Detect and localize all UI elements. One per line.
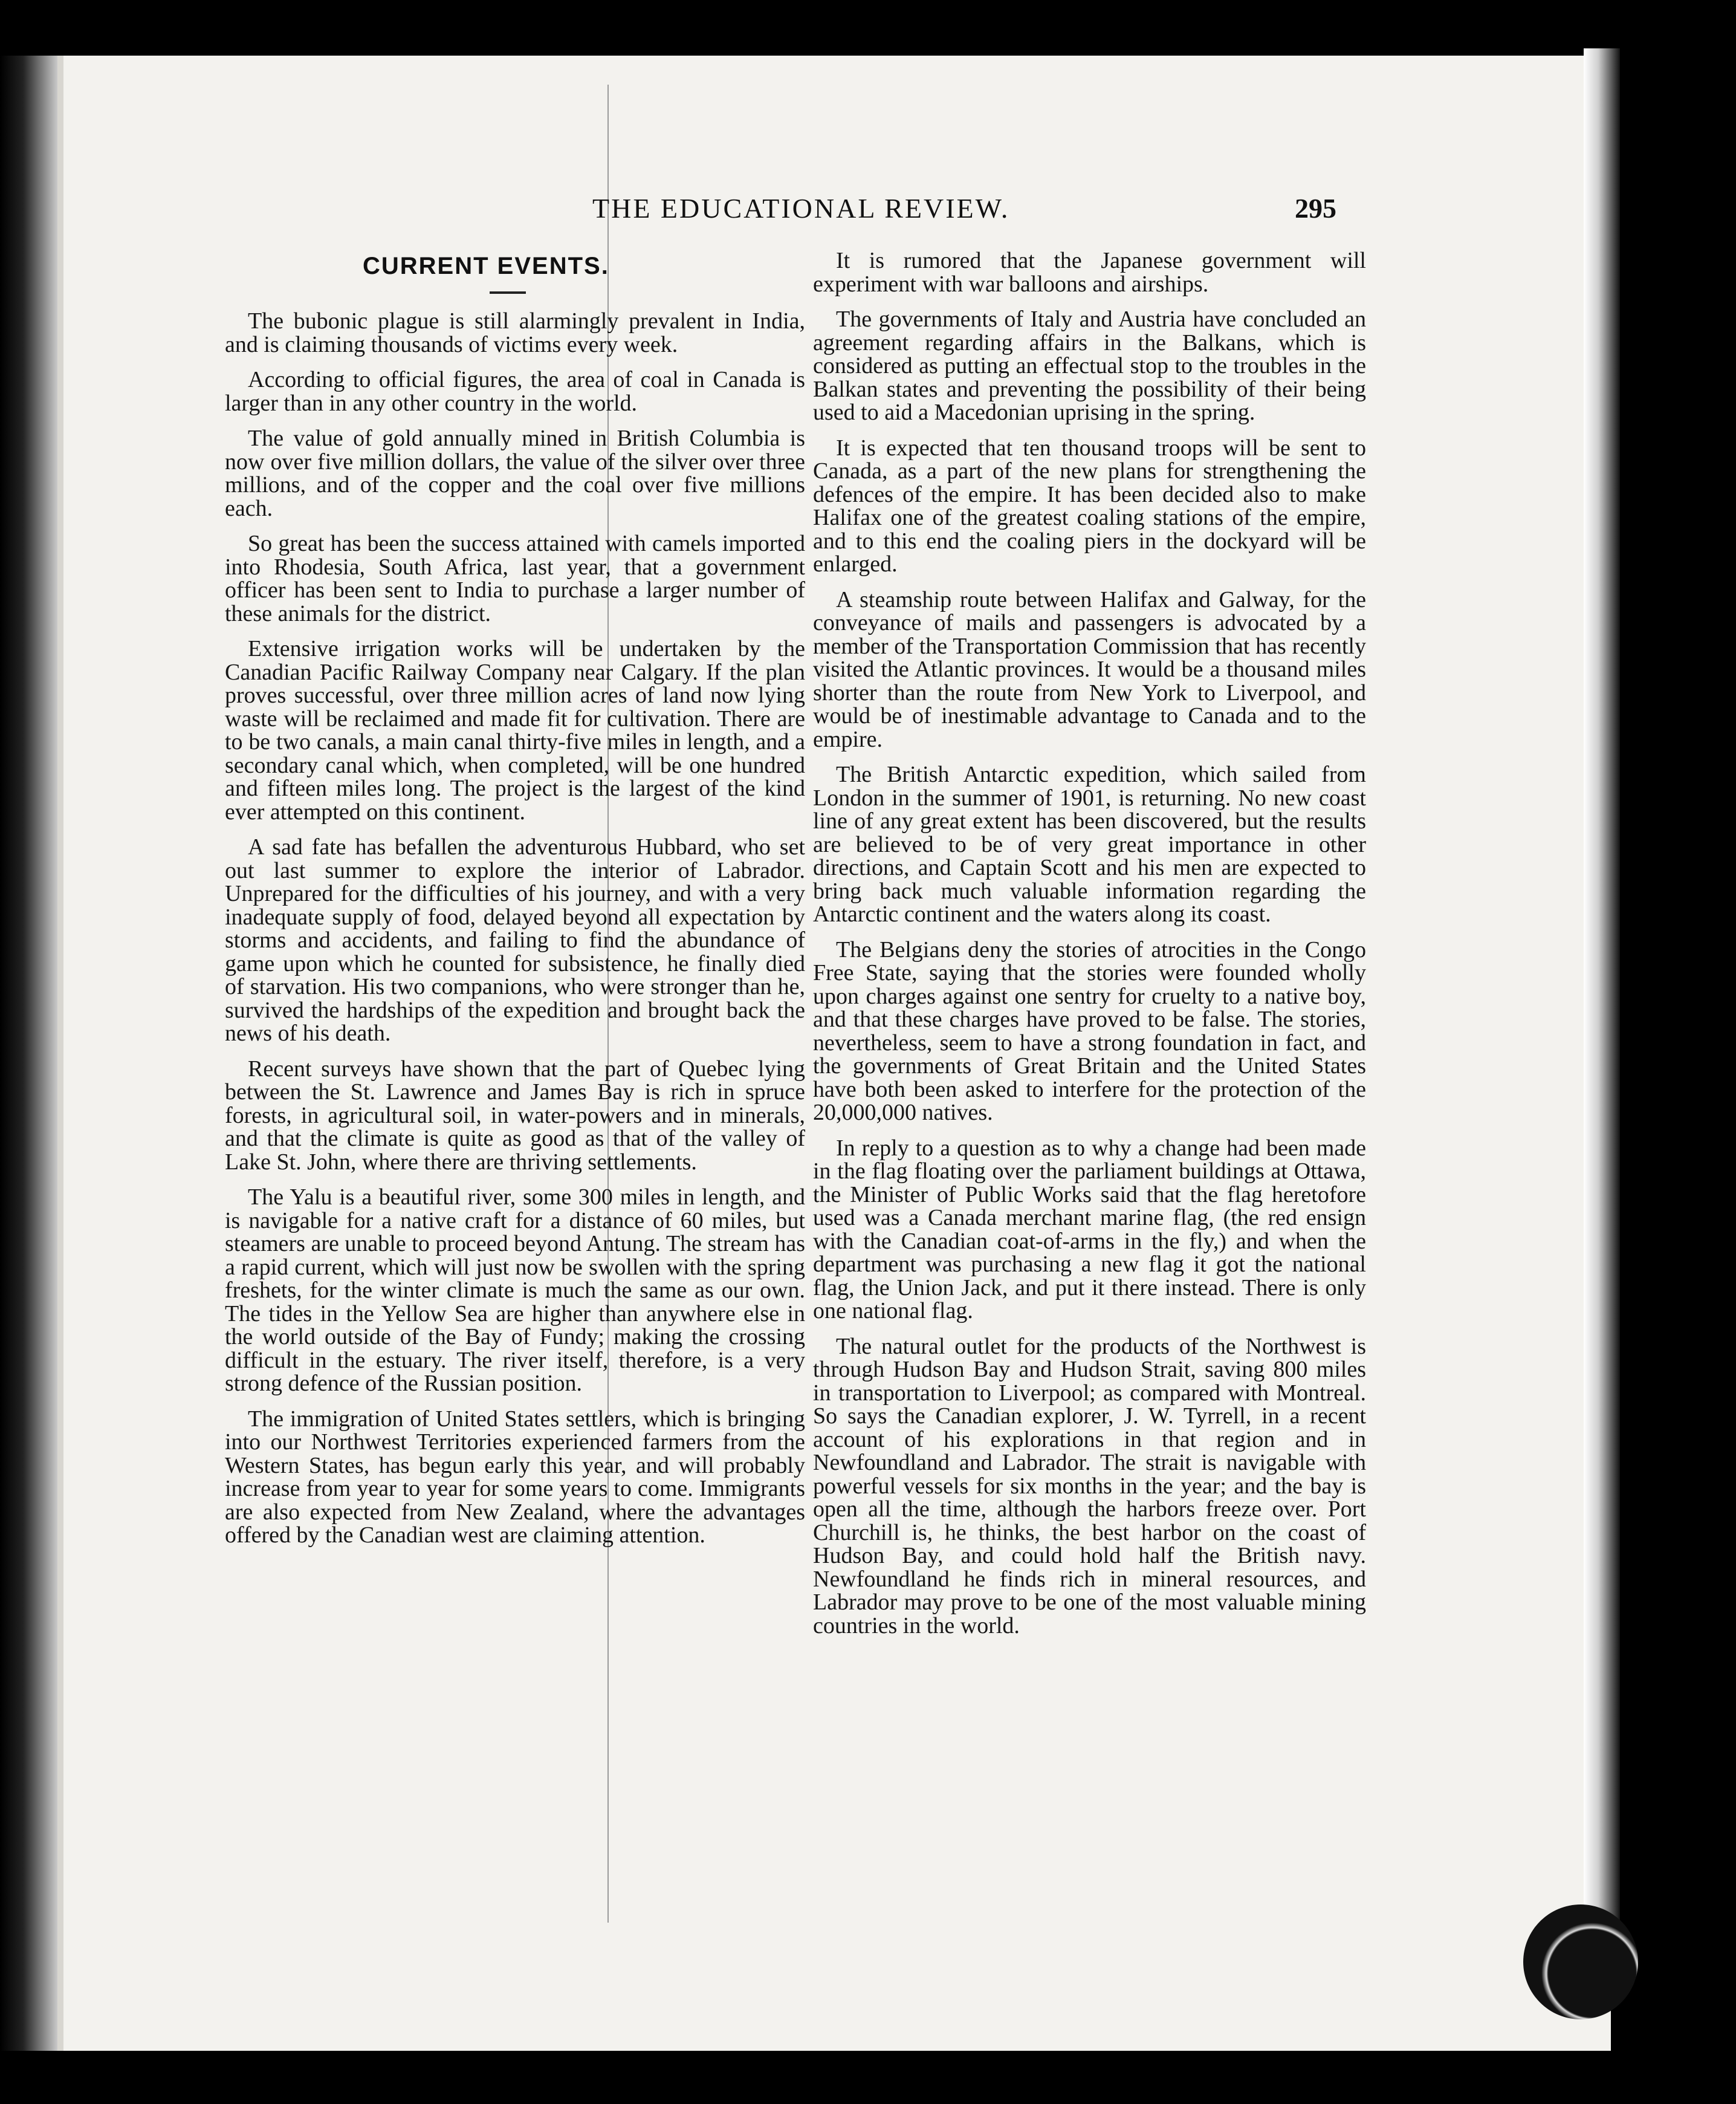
paragraph: It is rumored that the Japanese government will experiment with war balloons and airships. xyxy=(813,248,1366,297)
running-header: THE EDUCATIONAL REVIEW. xyxy=(592,193,1010,224)
paragraph: The bubonic plague is still alarmingly prevalent in India, and is claiming thousands of victims every week. xyxy=(225,308,805,357)
paragraph: The Belgians deny the stories of atrocities in the Congo Free State, saying that the stories were founded wholly upon charges against one sentry for cruelty to a native boy, and that these charges have proved to be false. The stories, nevertheless, seem to have a strong foundation in fact, and the governments of Great Britain and the United States have both been asked to interfere for the protection of the 20,000,000 natives. xyxy=(813,937,1366,1125)
paragraph: Recent surveys have shown that the part of Quebec lying between the St. Lawrence and James Bay is rich in spruce forests, in agricultural soil, in water-powers and in minerals, and that the climate is quite as good as that of the valley of Lake St. John, where there are thriving settlements. xyxy=(225,1056,805,1175)
right-column xyxy=(813,249,1366,1649)
scan-left-margin xyxy=(0,56,57,2051)
title-rule xyxy=(490,291,526,294)
paragraph: In reply to a question as to why a change had been made in the flag floating over the parliament buildings at Ottawa, the Minister of Public Works said that the flag heretofore used was a Canada merchant marine flag, (the red ensign with the Canadian coat-of-arms in the fly,) and when the department was purchasing a new flag it got the national flag, the Union Jack, and put it there instead. There is only one national flag. xyxy=(813,1135,1366,1323)
paragraph: Extensive irrigation works will be undertaken by the Canadian Pacific Railway Company near Calgary. If the plan proves successful, over three million acres of land now lying waste will be reclaimed and made fit for cultivation. There are to be two canals, a main canal thirty-five miles in length, and a secondary canal which, when completed, will be one hundred and fifteen miles long. The project is the largest of the kind ever attempted on this continent. xyxy=(225,636,805,825)
paragraph: The Yalu is a beautiful river, some 300 miles in length, and is navigable for a native craft for a distance of 60 miles, but steamers are unable to proceed beyond Antung. The stream has a rapid current, which will just now be swollen with the spring freshets, for the winter climate is much the same as our own. The tides in the Yellow Sea are higher than anywhere else in the world outside of the Bay of Fundy; making the crossing difficult in the estuary. The river itself, therefore, is a very strong defence of the Russian position. xyxy=(225,1184,805,1396)
paragraph: The value of gold annually mined in British Columbia is now over five million dollars, the value of the silver over three millions, and of the copper and the coal over five millions each. xyxy=(225,426,805,521)
scan-right-edge xyxy=(1584,48,1620,1983)
paragraph: The governments of Italy and Austria have concluded an agreement regarding affairs in the Balkans, which is considered as putting an effectual stop to the troubles in the Balkan states and preventing the possibility of their being used to aid a Macedonian uprising in the spring. xyxy=(813,307,1366,425)
page-corner-curl xyxy=(1523,1904,1638,2019)
page-number: 295 xyxy=(1295,193,1336,224)
paragraph: A steamship route between Halifax and Galway, for the conveyance of mails and passengers is advocated by a member of the Transportation Commission that has recently visited the Atlantic provinces. It would be a thousand miles shorter than the route from New York to Liverpool, and would be of inestimable advantage to Canada and to the empire. xyxy=(813,586,1366,752)
paragraph: The natural outlet for the products of the Northwest is through Hudson Bay and Hudson Strait, saving 800 miles in transportation to Liverpool; as compared with Montreal. So says the Canadian explorer, J. W. Tyrrell, in a recent account of his explorations in that region and in Newfoundland and Labrador. The strait is navigable with powerful vessels for six months in the year; and the bay is open all the time, although the harbors freeze over. Port Churchill is, he thinks, the best harbor on the coast of Hudson Bay, and could hold half the British navy. Newfoundland he finds rich in mineral resources, and Labrador may prove to be one of the most valuable mining countries in the world. xyxy=(813,1333,1366,1638)
paragraph: The immigration of United States settlers, which is bringing into our Northwest Territories experienced farmers from the Western States, has begun early this year, and will probably increase from year to year for some years to come. Immigrants are also expected from New Zealand, where the advantages offered by the Canadian west are claiming attention. xyxy=(225,1406,805,1548)
paragraph: A sad fate has befallen the adventurous Hubbard, who set out last summer to explore the interior of Labrador. Unprepared for the difficulties of his journey, and with a very inadequate supply of food, delayed beyond all expectation by storms and accidents, and failing to find the abundance of game upon which he counted for subsistence, he finally died of starvation. His two companions, who were stronger than he, survived the hardships of the expedition and brought back the news of his death. xyxy=(225,834,805,1046)
paragraph: According to official figures, the area of coal in Canada is larger than in any other country in the world. xyxy=(225,367,805,416)
left-column xyxy=(225,310,805,1559)
paragraph: It is expected that ten thousand troops will be sent to Canada, as a part of the new plans for strengthening the defences of the empire. It has been decided also to make Halifax one of the greatest coaling stations of the empire, and to this end the coaling piers in the dockyard will be enlarged. xyxy=(813,435,1366,577)
section-title: CURRENT EVENTS. xyxy=(363,253,609,279)
paragraph: So great has been the success attained with camels imported into Rhodesia, South Africa, last year, that a government officer has been sent to India to purchase a larger number of these animals for the district. xyxy=(225,531,805,626)
paragraph: The British Antarctic expedition, which sailed from London in the summer of 1901, is returning. No new coast line of any great extent has been discovered, but the results are believed to be of very great importance in other directions, and Captain Scott and his men are expected to bring back much valuable information regarding the Antarctic continent and the waters along its coast. xyxy=(813,762,1366,927)
